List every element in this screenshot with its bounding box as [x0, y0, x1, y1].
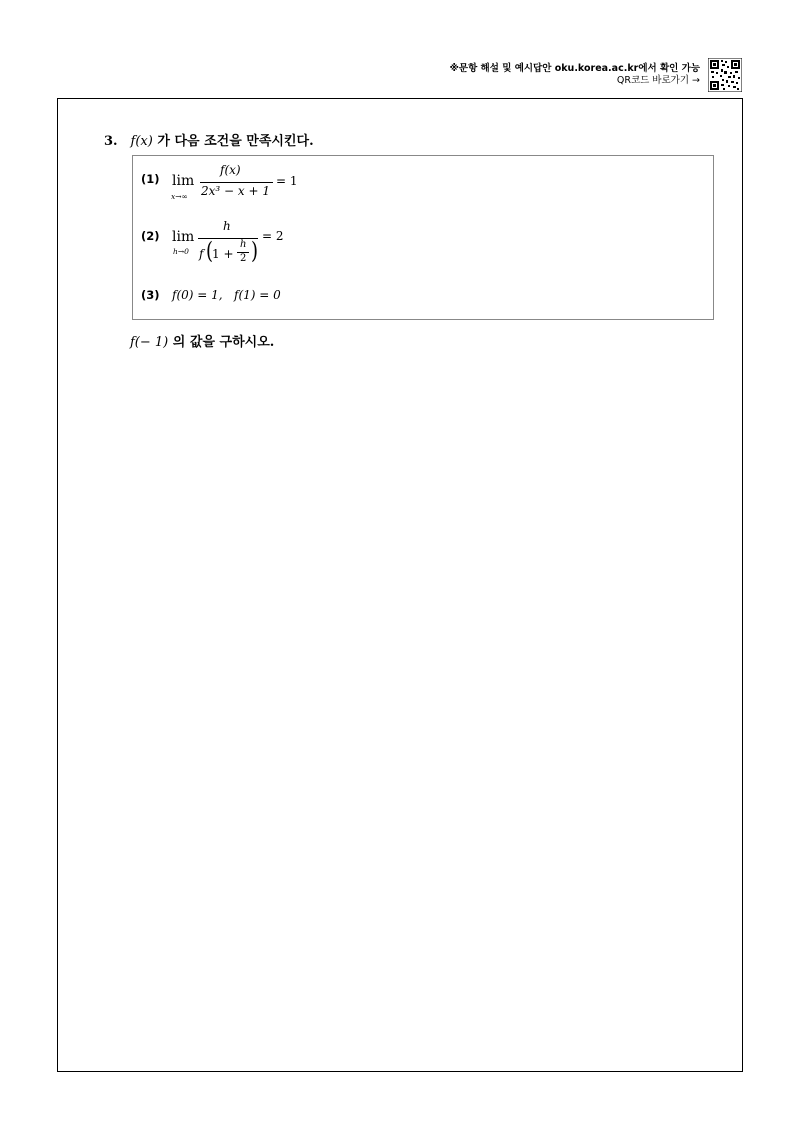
condition-2-den-one: 1 +: [212, 247, 234, 261]
condition-2-inner-num: h: [240, 239, 247, 250]
header-note: [450, 63, 700, 87]
ask-text: 의 값을 구하시오.: [172, 335, 275, 350]
condition-2-den-paren-close: ): [251, 237, 259, 266]
condition-1-fraction-bar: [200, 182, 273, 183]
condition-2-numerator: h: [223, 219, 231, 233]
stem-text: 가 다음 조건을 만족시킨다.: [157, 134, 314, 149]
condition-2-lim-sub: h→0: [173, 247, 189, 256]
condition-1-numerator: f(x): [220, 163, 241, 177]
question-ask: [130, 331, 274, 350]
condition-2-inner-den: 2: [240, 253, 247, 264]
condition-1-lim-sub: x→∞: [171, 192, 188, 201]
stem-math: f(x): [130, 134, 153, 149]
question-stem: [104, 130, 314, 149]
ask-math: f(− 1): [130, 335, 169, 350]
condition-3-label: (3): [141, 288, 160, 302]
header-note-line1: ※문항 해설 및 예시답안 oku.korea.ac.kr에서 확인 가능: [449, 63, 700, 74]
condition-1-rhs: = 1: [276, 174, 298, 188]
condition-2-rhs: = 2: [262, 229, 284, 243]
condition-2-den-paren-open: (: [206, 237, 214, 266]
condition-3-text: f(0) = 1, f(1) = 0: [172, 288, 281, 302]
condition-2-label: (2): [141, 229, 160, 243]
condition-1-denominator: 2x³ − x + 1: [201, 184, 270, 198]
question-number: 3.: [104, 134, 118, 149]
condition-1-label: (1): [141, 172, 160, 186]
condition-2-den-f: f: [199, 247, 204, 261]
condition-2-lim: lim: [172, 229, 195, 245]
header-note-line2: QR코드 바로가기 →: [616, 75, 700, 86]
qr-code-icon[interactable]: [708, 58, 742, 92]
condition-1-lim: lim: [172, 173, 195, 189]
